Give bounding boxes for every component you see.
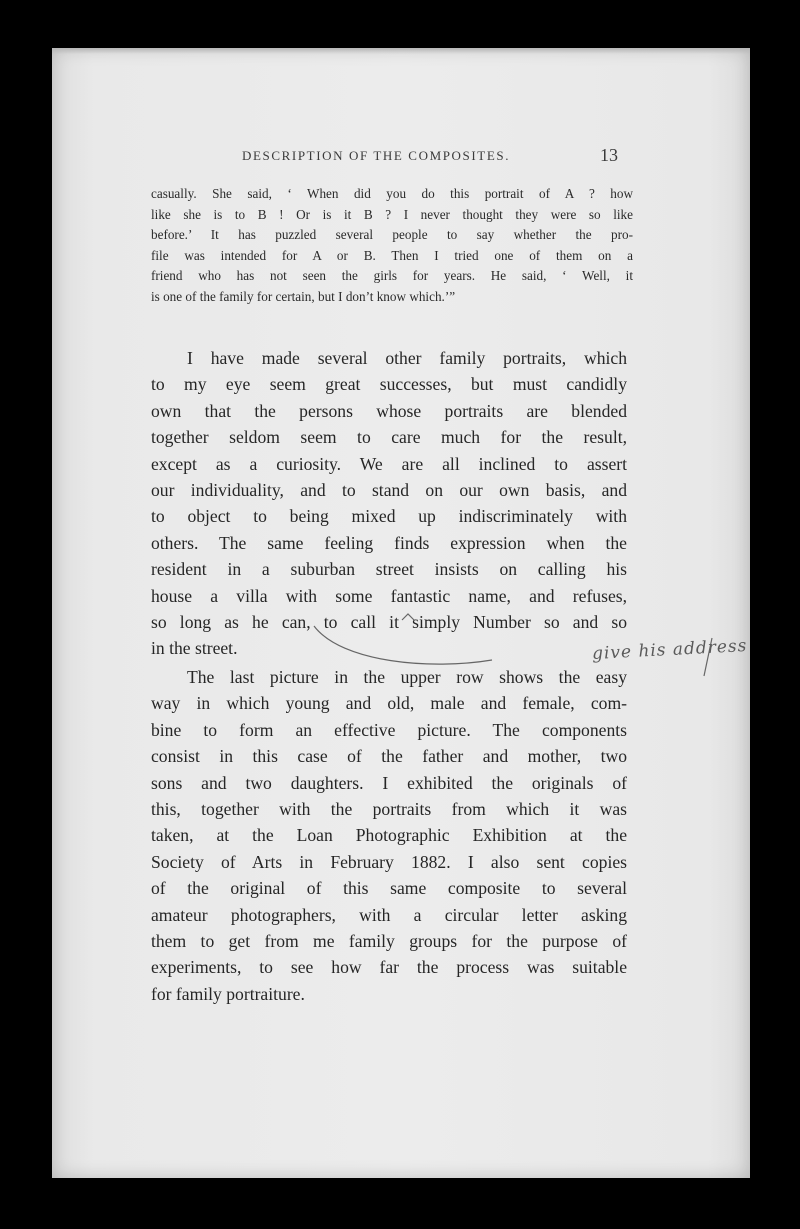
running-head: DESCRIPTION OF THE COMPOSITES. xyxy=(242,148,511,163)
quote-line: friend who has not seen the girls for years. He said, ‘ Well, it xyxy=(151,268,633,283)
body-line: house a villa with some fantastic name, and refuses, xyxy=(151,585,627,606)
handwritten-curve xyxy=(314,626,492,664)
body-line: together seldom seem to care much for the result, xyxy=(151,427,627,448)
body-line: Society of Arts in February 1882. I also sent copies xyxy=(151,851,627,872)
body-line: to object to being mixed up indiscriminately with xyxy=(151,506,627,527)
quote-line: before.’ It has puzzled several people to say whether the pro- xyxy=(151,227,633,242)
body-line: of the original of this same composite to several xyxy=(151,878,627,899)
body-line: except as a curiosity. We are all inclined to assert xyxy=(151,453,627,474)
body-line: I have made several other family portraits, which xyxy=(187,348,627,368)
body-line: so long as he can, to call it simply Number so and so xyxy=(151,612,627,633)
body-line: resident in a suburban street insists on calling his xyxy=(151,559,627,580)
body-line: own that the persons whose portraits are blended xyxy=(151,400,627,421)
body-line: others. The same feeling finds expression when the xyxy=(151,532,627,553)
handwritten-mark-lines xyxy=(52,48,750,1178)
body-line: The last picture in the upper row shows the easy xyxy=(187,666,627,687)
body-line: for family portraiture. xyxy=(151,983,305,1004)
body-line: them to get from me family groups for the purpose of xyxy=(151,930,627,951)
quote-line: casually. She said, ‘ When did you do this portrait of A ? how xyxy=(151,186,633,201)
body-line: in the street. xyxy=(151,638,238,659)
body-line: this, together with the portraits from which it was xyxy=(151,798,627,819)
body-line: amateur photographers, with a circular letter asking xyxy=(151,904,627,925)
body-line: taken, at the Loan Photographic Exhibition at the xyxy=(151,825,627,846)
quote-line: file was intended for A or B. Then I tried one of them on a xyxy=(151,247,633,263)
quote-line: is one of the family for certain, but I don’t know which.’” xyxy=(151,288,456,304)
body-line: consist in this case of the father and mother, two xyxy=(151,746,627,767)
body-line: our individuality, and to stand on our own basis, and xyxy=(151,480,627,501)
quote-line: like she is to B ! Or is it B ? I never thought they were so like xyxy=(151,206,633,222)
page-number: 13 xyxy=(600,145,618,165)
book-page xyxy=(52,48,750,1178)
body-line: bine to form an effective picture. The components xyxy=(151,719,627,740)
body-line: way in which young and old, male and female, com- xyxy=(151,693,627,714)
handwritten-caret xyxy=(402,614,414,620)
body-line: experiments, to see how far the process was suitable xyxy=(151,957,627,978)
body-line: to my eye seem great successes, but must candidly xyxy=(151,374,627,395)
body-line: sons and two daughters. I exhibited the originals of xyxy=(151,772,627,793)
handwritten-annotation: give his address xyxy=(591,635,748,665)
